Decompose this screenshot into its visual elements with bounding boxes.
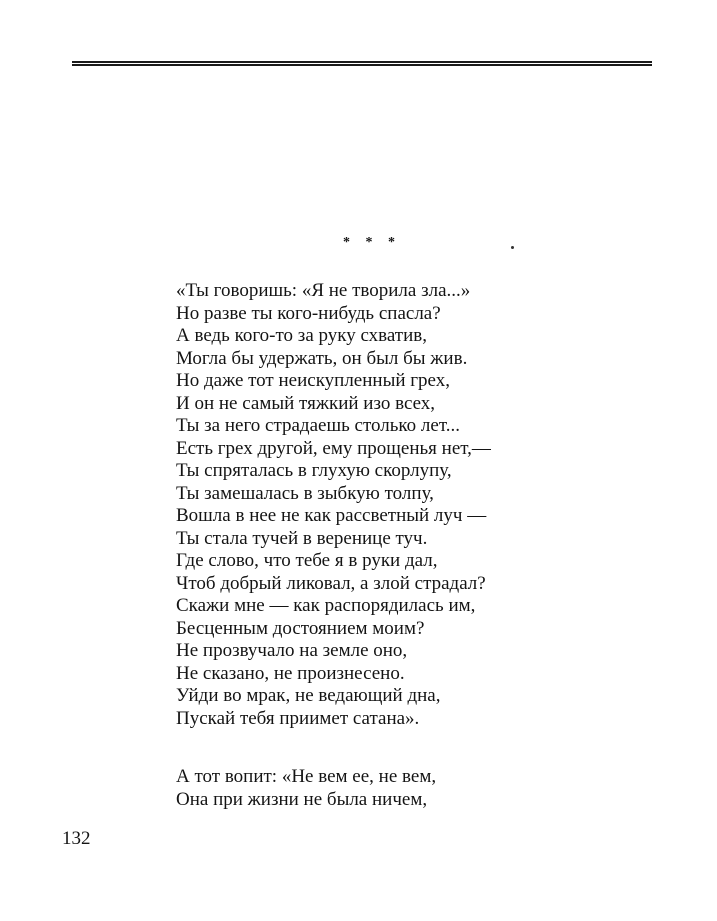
page-number: 132 — [62, 828, 91, 849]
verse-line: Не прозвучало на земле оно, — [176, 640, 408, 661]
verse-line: Ты замешалась в зыбкую толпу, — [176, 482, 434, 504]
verse-line: Уйди во мрак, не ведающий дна, — [176, 685, 441, 706]
verse-line: «Ты говоришь: «Я не творила зла...» — [176, 280, 471, 301]
print-speck — [511, 246, 514, 249]
poem-stanza-2 — [176, 766, 436, 811]
verse-line: И он не самый тяжкий изо всех, — [176, 392, 436, 414]
top-double-rule — [72, 61, 652, 67]
verse-line: Есть грех другой, ему прощенья нет,— — [176, 437, 491, 459]
verse-line: Могла бы удержать, он был бы жив. — [176, 347, 468, 369]
verse-line: Скажи мне — как распорядилась им, — [176, 595, 476, 616]
verse-line: Она при жизни не была ничем, — [176, 788, 428, 810]
rule-line-upper — [72, 61, 652, 63]
verse-line: Чтоб добрый ликовал, а злой страдал? — [176, 572, 486, 594]
verse-line: Но разве ты кого-нибудь спасла? — [176, 302, 441, 324]
verse-line: Ты спряталась в глухую скорлупу, — [176, 460, 452, 481]
rule-line-lower — [72, 64, 652, 66]
verse-line: Не сказано, не произнесено. — [176, 662, 405, 684]
section-ornament: * * * — [343, 235, 401, 250]
verse-line: А тот вопит: «Не вем ее, не вем, — [176, 766, 437, 787]
verse-line: Ты за него страдаешь столько лет... — [176, 415, 460, 436]
verse-line: Бесценным достоянием моим? — [176, 617, 425, 639]
verse-line: А ведь кого-то за руку схватив, — [176, 325, 427, 346]
verse-line: Но даже тот неискупленный грех, — [176, 370, 450, 391]
poem-stanza-1 — [176, 280, 491, 730]
verse-line: Пускай тебя приимет сатана». — [176, 707, 420, 729]
verse-line: Где слово, что тебе я в руки дал, — [176, 550, 438, 571]
verse-line: Вошла в нее не как рассветный луч — — [176, 505, 487, 526]
verse-line: Ты стала тучей в веренице туч. — [176, 527, 428, 549]
